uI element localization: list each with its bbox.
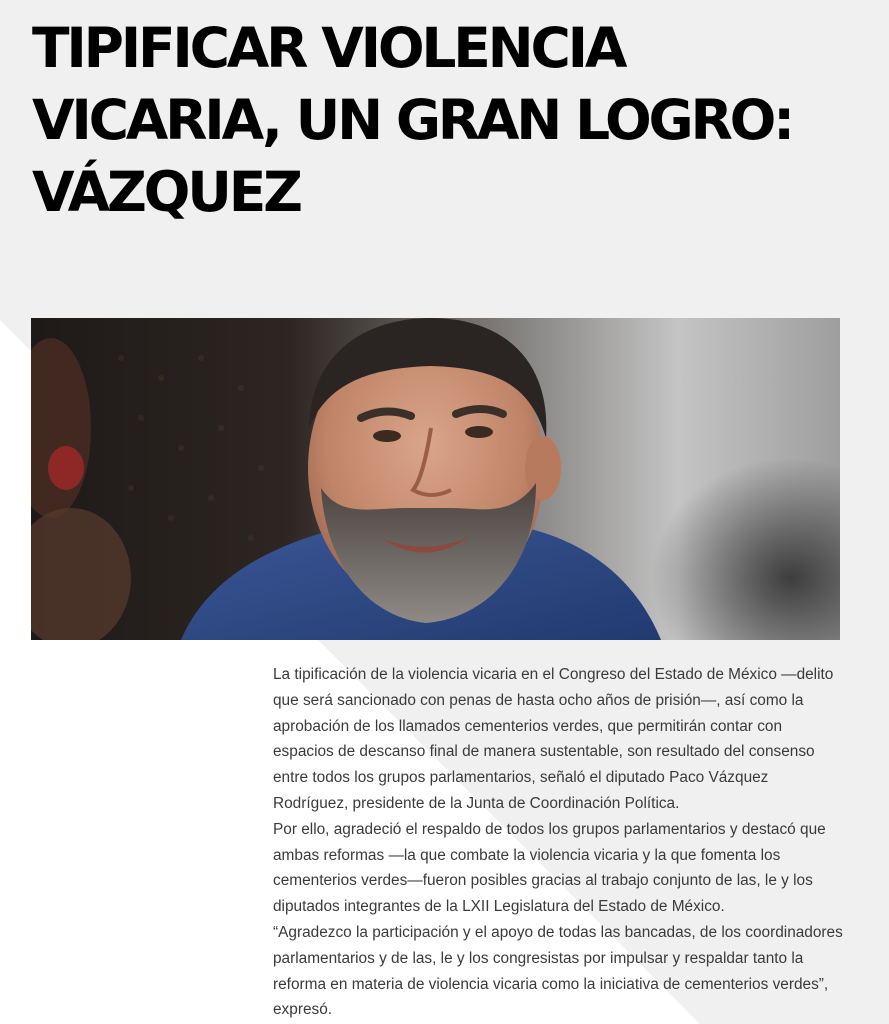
article-body <box>273 662 843 1023</box>
photo-illustration <box>31 318 840 640</box>
article-paragraph-2: Por ello, agradeció el respaldo de todos los grupos parlamentarios y destacó que ambas reformas —la que combate la violencia vicaria y la que fomenta los cementerios verdes—fueron posibles gracias al trabajo conjunto de las, le y los diputados integrantes de la LXII Legislatura del Estado de México. <box>273 820 826 916</box>
article-headline: TIPIFICAR VIOLENCIA VICARIA, UN GRAN LOGRO: VÁZQUEZ <box>32 16 792 224</box>
article-paragraph-3: “Agradezco la participación y el apoyo de todas las bancadas, de los coordinadores parlamentarios y de las, le y los congresistas por impulsar y respaldar tanto la reforma en materia de violencia vicaria como la iniciativa de cementerios verdes”, expresó. <box>273 923 843 1019</box>
article-paragraph-1: La tipificación de la violencia vicaria en el Congreso del Estado de México —delito que será sancionado con penas de hasta ocho años de prisión—, así como la aprobación de los llamados cementerios verdes, que permitirán contar con espacios de descanso final de manera sustentable, son resultado del consenso entre todos los grupos parlamentarios, señaló el diputado Paco Vázquez Rodríguez, presidente de la Junta de Coordinación Política. <box>273 666 834 812</box>
article-photo <box>31 318 840 640</box>
